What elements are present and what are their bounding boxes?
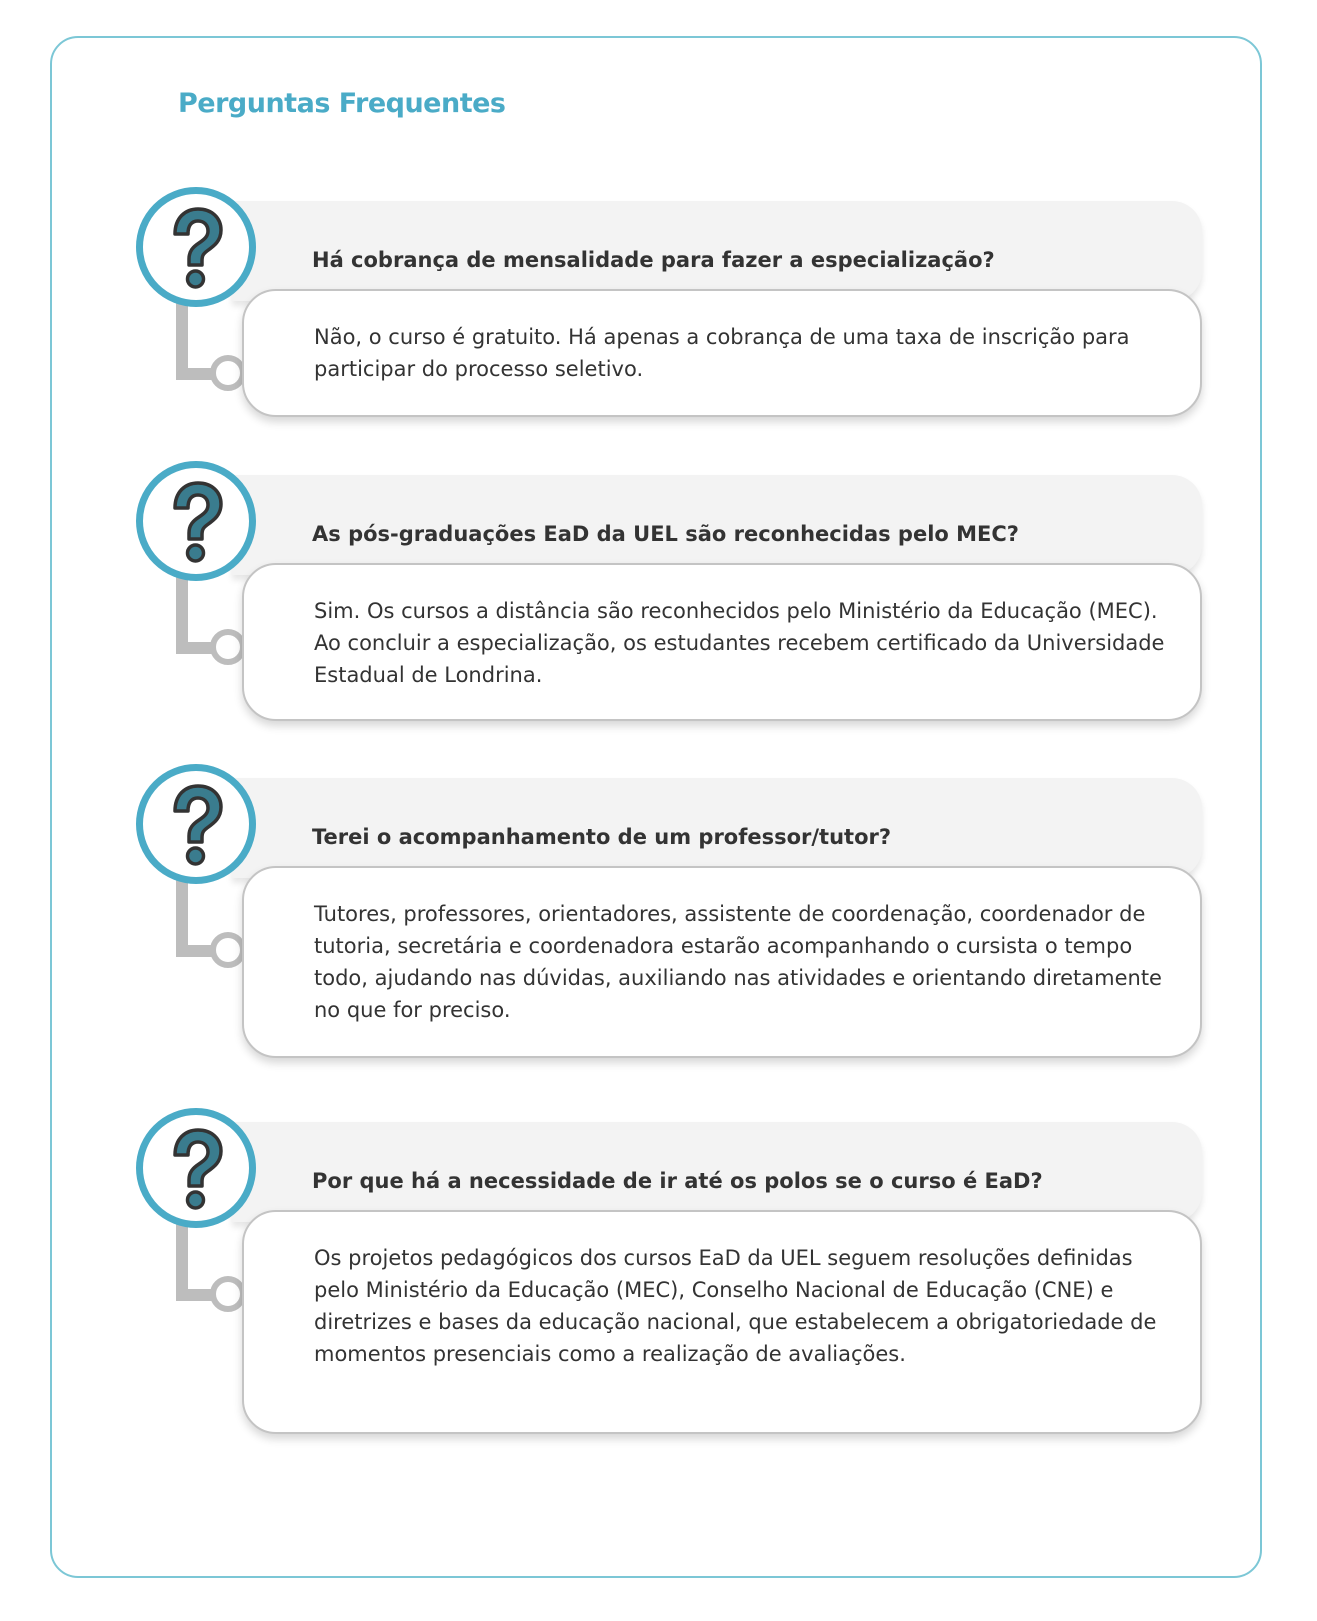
answer-card xyxy=(242,1210,1202,1434)
question-mark-icon xyxy=(143,771,249,877)
answer-card xyxy=(242,289,1202,417)
answer-text: Sim. Os cursos a distância são reconhecidos pelo Ministério da Educação (MEC). Ao concluir a especialização, os estudantes recebem certificado da Universidade Estadual de Londrina. xyxy=(314,599,1165,687)
answer-card xyxy=(242,866,1202,1058)
question-mark-icon xyxy=(143,468,249,574)
question-text: Por que há a necessidade de ir até os polos se o curso é EaD? xyxy=(312,1169,1043,1193)
answer-card xyxy=(242,563,1202,721)
question-badge xyxy=(136,764,256,884)
answer-text: Tutores, professores, orientadores, assistente de coordenação, coordenador de tutoria, secretária e coordenadora estarão acompanhando o cursista o tempo todo, ajudando nas dúvidas, auxiliando nas atividades e orientando diretamente no que for preciso. xyxy=(314,902,1162,1022)
question-mark-icon xyxy=(143,194,249,300)
question-text: Terei o acompanhamento de um professor/tutor? xyxy=(312,825,892,849)
answer-text: Não, o curso é gratuito. Há apenas a cobrança de uma taxa de inscrição para participar do processo seletivo. xyxy=(314,325,1130,381)
page-title: Perguntas Frequentes xyxy=(178,88,506,119)
question-text: As pós-graduações EaD da UEL são reconhecidas pelo MEC? xyxy=(312,522,1019,546)
question-badge xyxy=(136,187,256,307)
question-mark-icon xyxy=(143,1115,249,1221)
answer-text: Os projetos pedagógicos dos cursos EaD da UEL seguem resoluções definidas pelo Ministério da Educação (MEC), Conselho Nacional de Educação (CNE) e diretrizes e bases da educação nacional, que estabelecem a obrigatoriedade de momentos presenciais como a realização de avaliações. xyxy=(314,1246,1157,1366)
question-badge xyxy=(136,1108,256,1228)
connector-dot xyxy=(210,629,246,665)
question-text: Há cobrança de mensalidade para fazer a especialização? xyxy=(312,248,995,272)
connector-dot xyxy=(210,932,246,968)
connector-dot xyxy=(210,1276,246,1312)
question-badge xyxy=(136,461,256,581)
connector-dot xyxy=(210,355,246,391)
